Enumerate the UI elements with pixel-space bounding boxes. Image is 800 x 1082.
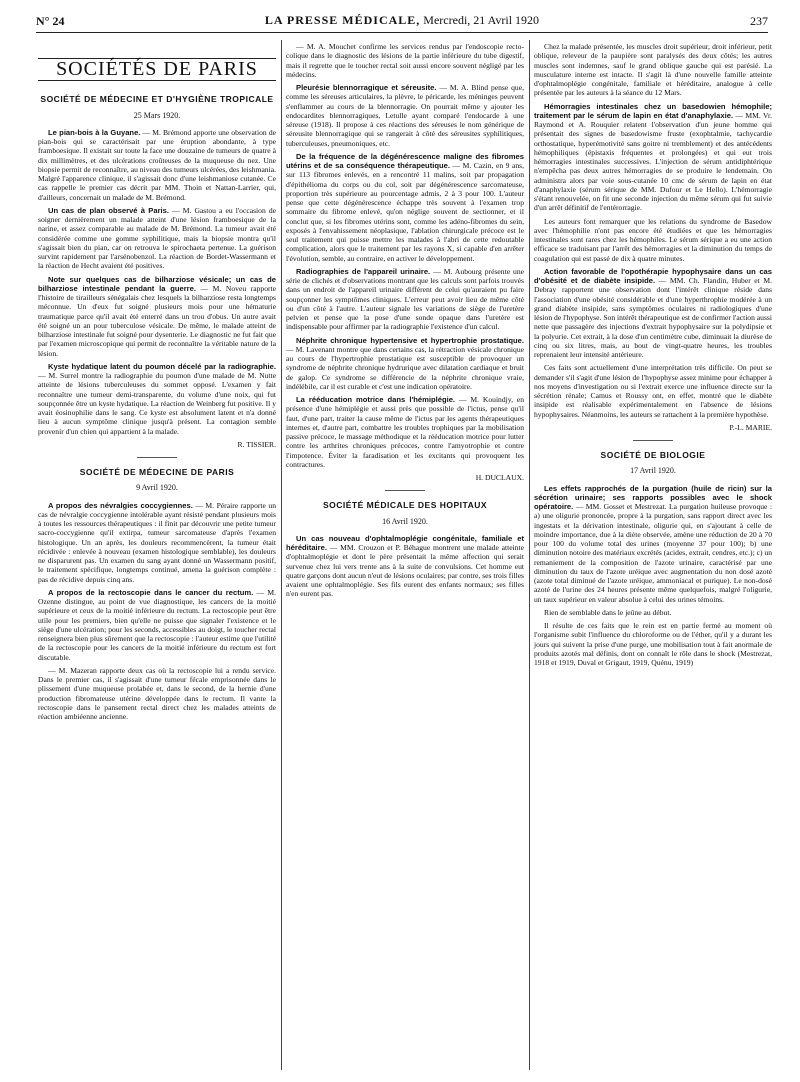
article bbox=[534, 217, 772, 263]
article bbox=[38, 206, 276, 271]
article-text: — M. Gastou a eu l'occasion de soigner dernièrement un malade atteint d'une lésion framboesique de la narine, et assez comparable au malade de M. Brémond. La tumeur avait été considérée comme une gomme syphilitique, mais la biopsie montra qu'il s'agissait bien du pian, car on retrouva le spirochaeta pertenue. La guérison survint rapidement par l'arsénobenzol. La réaction de Bordet-Wassermann et la réaction de Hecht avaient été positives. bbox=[38, 205, 276, 271]
article-text: — MM. Ch. Flandin, Huber et M. Debray rapportent une observation dont l'intérêt clinique réside dans l'association d'une obésité considérable et d'une hyperthrophie modérée à un grand diabète insipide, sans symptômes oculaires ni radiologiques d'une lésion de l'hypophyse. Son intérêt thérapeutique est de confirmer l'action aussi nette que passagère des injections d'extrait hypophysaire sur la polydipsie et la polyurie. Cet extrait, à la dose d'un centimètre cube, diminuait la diurèse de cinq ou six litres, mais, au bout de vingt-quatre heures, les troubles reprenaient leur intensité antérieure. bbox=[534, 276, 772, 359]
article-text: Les auteurs font remarquer que les relations du syndrome de Basedow avec l'hémophilie n'ont pas encore été étudiées et que les hémorragies intestinales sont rares chez les hémophiles. Le sérum sérique a eu une action efficace se traduisant par l'arrêt des hémorragies et la diminution du temps de coagulation qui est passé de dix à quatre minutes. bbox=[534, 216, 772, 263]
article-text: — M. Aubourg présente une série de clichés et d'observations montrant que les calculs sont parfois trouvés dans un endroit de l'appareil urinaire différent de celui qu'auraient pu faire soupçonner les symptômes cliniques. L'erreur peut avoir lieu de même côté ou d'un côté à l'autre. L'auteur signale les variations de siège de l'uretère pelvien et pense que la pose d'une sonde opaque dans l'uretère est indispensable pour affirmer par la radiographie l'existence d'un calcul. bbox=[286, 266, 525, 332]
article bbox=[38, 362, 276, 436]
article bbox=[534, 267, 772, 360]
article bbox=[38, 501, 276, 584]
article bbox=[38, 666, 276, 722]
article bbox=[286, 83, 524, 148]
article-title: Le pian-bois à la Guyane. bbox=[48, 127, 141, 137]
column-rule bbox=[281, 40, 282, 1070]
separator bbox=[385, 490, 425, 491]
article-title: A propos de la rectoscopie dans le cancer du rectum. bbox=[48, 587, 254, 597]
journal-title bbox=[36, 13, 768, 28]
article-title: Un cas de plan observé à Paris. bbox=[48, 205, 169, 215]
society-heading: SOCIÉTÉ DE MÉDECINE ET D'HYGIÈNE TROPICALE bbox=[40, 94, 274, 105]
article-text: — M. A. Blind pense que, comme les séreuses articulaires, la plèvre, le péricarde, les méninges peuvent s'enflammer au cours de la blennorragie. On pourrait même y ajouter les endocardites blennorragiques, Letulle ayant comparé l'endocarde à une séreuse (1918). Il propose à ces réactions des séreuses le nom générique de séreusite blennorragique qui se rangerait à côté des séreusites syphilitiques, tuberculeuses, pneumoniques, etc. bbox=[286, 83, 524, 148]
separator bbox=[137, 457, 177, 458]
article-text: — MM. Gosset et Mestrezat. La purgation huileuse provoque : a) une oligurie prononcée, propre à la purgation, sans rapport direct avec les ingestats et la dérivation intestinale, oligurie qui, en s'ajoutant à celle de moindre importance, due à la diète observée, amène une réduction de 20 à 70 pour 100 du volume total des urines (moyenne 37 pour 100); b) une diminution notoire des matériaux excrétés (acides, extrait, cendres, etc.); c) un remaniement de la composition de l'azote urinaire, caractérisé par une diminution du taux de l'azote uréique avec augmentation du non dosé azoté (azote total diminué de l'azote uréique, ammoniacal et purique). Le non-dosé azoté de l'urine des 24 heures présente même quelquefois, malgré l'oligurie, un taux supérieur en valeur absolue à celui des urines témoins. bbox=[534, 502, 772, 604]
page-header bbox=[36, 10, 768, 33]
article-title: Un cas nouveau d'ophtalmoplégie congénitale, familiale et héréditaire. bbox=[286, 533, 524, 552]
article-title: Action favorable de l'opothérapie hypophysaire dans un cas d'obésité et de diabète insipide. bbox=[534, 266, 772, 285]
article bbox=[286, 534, 524, 599]
article bbox=[286, 267, 524, 332]
article-text: — MM. Vr. Raymond et A. Rouquier relatent l'observation d'un jeune homme qui présentait des signes de basedowisme fruste (exophtalmie, tachycardie orthostatique, hyperémotivité sans goitre ni tremblement) et des antécédents hémophiliques (épistaxis fréquentes et prolongées) et qui eut trois hémorragies intestinales successives. L'injection de sérum antidiphtérique n'empêcha pas deux autres hémorragies de se produire le lendemain. On administra alors par voie sous-cutanée 10 cmc de sérum de lapin en état d'anaphylaxie (sérum sérique de MM. Dufour et Le Hello). L'hémorragie s'étant renouvelée, on fit une seconde injection du même sérum qui fut suivie d'un arrêt définitif de l'entérorragie. bbox=[534, 110, 772, 213]
article bbox=[286, 42, 524, 79]
article-text: — M. Lavenant montre que dans certains cas, la rétraction vésicale chronique au cours de l'hypertrophie prostatique est susceptible de provoquer un syndrome de néphrite chronique hydrurique avec dilatation cardiaque et bruit de galop. Ce syndrome se différencie de la néphrite chronique vraie, indélébile, car il est curable et c'est une indication opératoire. bbox=[286, 344, 524, 391]
article-text: Il résulte de ces faits que le rein est en partie fermé au moment où l'organisme subit l'influence du chloroforme ou de l'éther, qu'il y a durant les jours qui suivent la prise d'une purge, une mobilisation tout à fait anormale de produits azotés mal définis, dont on connaît le rôle dans le shock (Mestrezat, 1918 et 1919, Duval et Grigaut, 1919, Quénu, 1919) bbox=[534, 621, 772, 667]
article-text: Rien de semblable dans le jeûne au début. bbox=[544, 607, 672, 617]
column-3 bbox=[534, 42, 772, 671]
section-title: SOCIÉTÉS DE PARIS bbox=[38, 58, 276, 81]
column-2 bbox=[286, 42, 524, 603]
article bbox=[534, 621, 772, 667]
article-text: — M. Péraire rapporte un cas de névralgie coccygienne intolérable ayant résisté pendant plusieurs mois à toutes les ressources thérapeutiques : il finit par découvrir une petite tumeur sacro-coccygienne qu'il extirpa, tumeur sarcomateuse d'après l'examen histologique. Un an après, les douleurs recommencèrent, la tumeur était récidivée : enlevée à nouveau (examen histologique semblable), les douleurs ne disparurent pas. Un examen du sang ayant donné un Wassermann positif, le traitement spécifique, longtemps continué, amena la guérison complète : pas de récidive depuis cinq ans. bbox=[38, 500, 276, 584]
article bbox=[38, 128, 276, 202]
article bbox=[286, 336, 524, 392]
article bbox=[534, 363, 772, 419]
session-date: 17 Avril 1920. bbox=[630, 466, 676, 476]
article bbox=[534, 42, 772, 98]
society-heading: SOCIÉTÉ MÉDICALE DES HOPITAUX bbox=[322, 500, 488, 511]
article bbox=[534, 484, 772, 604]
article bbox=[286, 395, 524, 469]
signature: P.-L. MARIE. bbox=[729, 422, 772, 432]
article-title: Néphrite chronique hypertensive et hypertrophie prostatique. bbox=[296, 335, 524, 345]
society-heading: SOCIÉTÉ DE MÉDECINE DE PARIS bbox=[79, 467, 235, 477]
column-1 bbox=[38, 42, 276, 725]
article-text: — MM. Crouzon et P. Béhague montrent une malade atteinte d'ophtalmoplégie et dont le père présentait la même affection qui serait survenue chez lui vers trente ans à la suite de convulsions. Cet homme eut quatre garçons dont aucun n'eut de lésions oculaires; par contre, ses trois filles avaient une ophtalmoplégie. Ses fils eurent des enfants normaux; ses filles n'en eurent pas. bbox=[286, 543, 524, 599]
session-date: 25 Mars 1920. bbox=[133, 110, 181, 120]
article-text: — M. Noveu rapporte l'histoire de tirailleurs sénégalais chez lesquels la bilharziose resta longtemps méconnue. Un d'eux fut soigné plusieurs mois pour une hématurie traumatique parce qu'il avait été enterré dans un trou d'obus. Un autre avait été soigné un an pour tuberculose vésicale. De même, le malade atteint de bilharziose intestinale fut soigné pour dysenterie. Le diagnostic ne fut fait que par l'examen microscopique qui permit de reconnaître la véritable nature de la lésion. bbox=[38, 283, 276, 358]
article-title: Hémorragies intestinales chez un basedowien hémophile; traitement par le sérum de lapin en état d'anaphylaxie. bbox=[534, 101, 772, 120]
page-number: 237 bbox=[750, 14, 768, 28]
article-title: Pleurésie blennorragique et séreusite. bbox=[296, 83, 437, 92]
column-rule bbox=[529, 40, 530, 1070]
article-title: Kyste hydatique latent du poumon décelé par la radiographie. bbox=[48, 361, 276, 371]
article-text: — M. Surrel montre la radiographie du poumon d'une malade de M. Nutte atteinte de lésions tuberculeuses du sommet opposé. L'examen y fait reconnaître une tumeur demi-transparente, du volume d'une noix, qui fut soupçonnée être un kyste hydatique. La réaction de Weinberg fut positive. Il y avait éosinophilie dans le sang. Ce kyste est absolument latent et n'a donné lieu à aucun symptôme clinique jusqu'à présent. La contagion semble provenir d'un chien qui appartient à la malade. bbox=[38, 371, 276, 436]
article-text: — M. Kouindjy, en présence d'une hémiplégie et aussi près que possible de l'ictus, pense qu'il faut, d'une part, traiter la cause même de l'ictus par les agents thérapeutiques internes et, d'autre part, combattre les troubles trophiques par la mobilisation passive précoce, le massage méthodique et la rééducation motrice pour lutter contre les arthrites chroniques précoces, contre l'amyotrophie et contre l'impotence. Éviter la faradisation et les excitants qui provoquent les contractures. bbox=[286, 395, 524, 469]
article-title: A propos des névralgies coccygiennes. bbox=[48, 500, 193, 510]
article bbox=[38, 275, 276, 358]
article-text: — M. Brémond apporte une observation de pian-bois qui se caractérisait par une éruption abondante, à type framboesique. Il existait sur toute la face une douzaine de tumeurs de quatre à dix millimètres, et des ulcérations croûteuses de la muqueuse du nez. Une biopsie permit de reconnaître, au niveau des tumeurs ulcérées, des leishmania. Malgré l'apparence clinique, il s'agissait donc d'une leishmaniose cutanée. Ce cas rappelle le premier cas décrit par MM. Thoin et Nattan-Larrier, qui, d'ailleurs, concernait un malade de M. Brémond. bbox=[38, 127, 276, 202]
article-text: — M. Cazin, en 9 ans, sur 113 fibromes enlevés, en a rencontré 11 malins, soit par propagation d'épithélioma du corps ou du col, soit par dégénérescence sarcomateuse, proportion très supérieure au pourcentage admis, 2 à 3 pour 100. L'auteur pense que cette dégénérescence échappe très souvent à l'examen trop sommaire du fibrome enlevé, qu'on néglige souvent de sectionner, et il conclut que, si les fibromes utérins sont, comme les adéno-fibromes du sein, exposés à l'envahissement néoplasique, l'ablation chirurgicale précoce est le seul traitement qui puisse mettre les malades à l'abri de cette redoutable complication, alors que le traitement par les rayons X, si capable d'en arrêter l'évolution, semble, au contraire, en activer le développement. bbox=[286, 161, 525, 263]
society-heading: SOCIÉTÉ DE BIOLOGIE bbox=[600, 450, 706, 460]
article bbox=[38, 588, 276, 662]
article-text: — M. A. Mouchet confirme les services rendus par l'endoscopie recto-colique dans le diagnostic des lésions de la partie inférieure du tube digestif, mais il regrette que le toucher rectal soit aussi encore souvent négligé par les médecins. bbox=[286, 42, 524, 79]
article-text: — M. Ozenne distingue, au point de vue diagnostique, les cancers de la moitié supérieure et ceux de la moitié inférieure du rectum. La rectoscopie peut être utile pour les premiers, bien qu'elle ne puisse que signaler l'existence et le siège d'une ulcération; pour les seconds, accessibles au doigt, le toucher rectal renseignera bien plus sûrement que la rectoscopie : l'auteur estime que l'utilité de la rectoscopie pour les cancers de la moitié inférieure du rectum est fort discutable. bbox=[38, 587, 276, 662]
article-title: Radiographies de l'appareil urinaire. bbox=[296, 266, 431, 276]
article-title: La rééducation motrice dans l'hémiplégie. bbox=[296, 395, 456, 404]
session-date: 16 Avril 1920. bbox=[382, 516, 428, 526]
signature: R. TISSIER. bbox=[237, 439, 276, 449]
issue-number: N° 24 bbox=[36, 14, 65, 28]
article bbox=[534, 608, 772, 617]
article bbox=[286, 152, 524, 263]
session-date: 9 Avril 1920. bbox=[136, 483, 178, 493]
issue-date: Mercredi, 21 Avril 1920 bbox=[423, 13, 540, 27]
separator bbox=[633, 440, 673, 441]
article bbox=[534, 102, 772, 213]
journal-name: LA PRESSE MÉDICALE, bbox=[264, 13, 421, 27]
article-title: De la fréquence de la dégénérescence maligne des fibromes utérins et de sa conséquence thérapeutique. bbox=[286, 151, 524, 170]
article-text: — M. Mazeran rapporte deux cas où la rectoscopie lui a rendu service. Dans le premier cas, il s'agissait d'une tumeur fécale emprisonnée dans le plissement d'une muqueuse prolabée et, dans le second, de la hernie d'une production fibromateuse utérine développée dans le rectum. Il vante la rectoscopie dans le pansement rectal direct chez les malades atteints de réaction ambiéenne ancienne. bbox=[38, 665, 276, 721]
article-text: Ces faits sont actuellement d'une interprétation très difficile. On peut se demander s'il s'agit d'une lésion de l'hypophyse assez minime pour échapper à nos moyens d'investigation ou si l'extrait exerce une influence directe sur la sécrétion rénale; Camus et Roussy ont, en effet, montré que le diabète insipide est réalisable expérimentalement en l'absence de lésions hypophysaires. Néanmoins, les auteurs se rattachent à la première hypothèse. bbox=[534, 363, 772, 419]
signature: H. DUCLAUX. bbox=[475, 473, 524, 482]
article-title: Note sur quelques cas de bilharziose vésicale; un cas de bilharziose intestinale pendant la guerre. bbox=[38, 274, 276, 293]
article-text: Chez la malade présentée, les muscles droit supérieur, droit inférieur, petit oblique, releveur de la paupière sont paralysés des deux côtés; les autres muscles sont indemnes, sauf le grand oblique gauche qui est parésié. La musculature interne est intacte. Il s'agit là d'une nouvelle famille atteinte d'ophtalmoplégie congénitale, familiale et héréditaire, analogue à celle présentée par les auteurs à la séance du 12 Mars. bbox=[534, 42, 772, 98]
article-title: Les effets rapprochés de la purgation (huile de ricin) sur la sécrétion urinaire; ses rapports possibles avec le shock opératoire. bbox=[534, 483, 772, 511]
